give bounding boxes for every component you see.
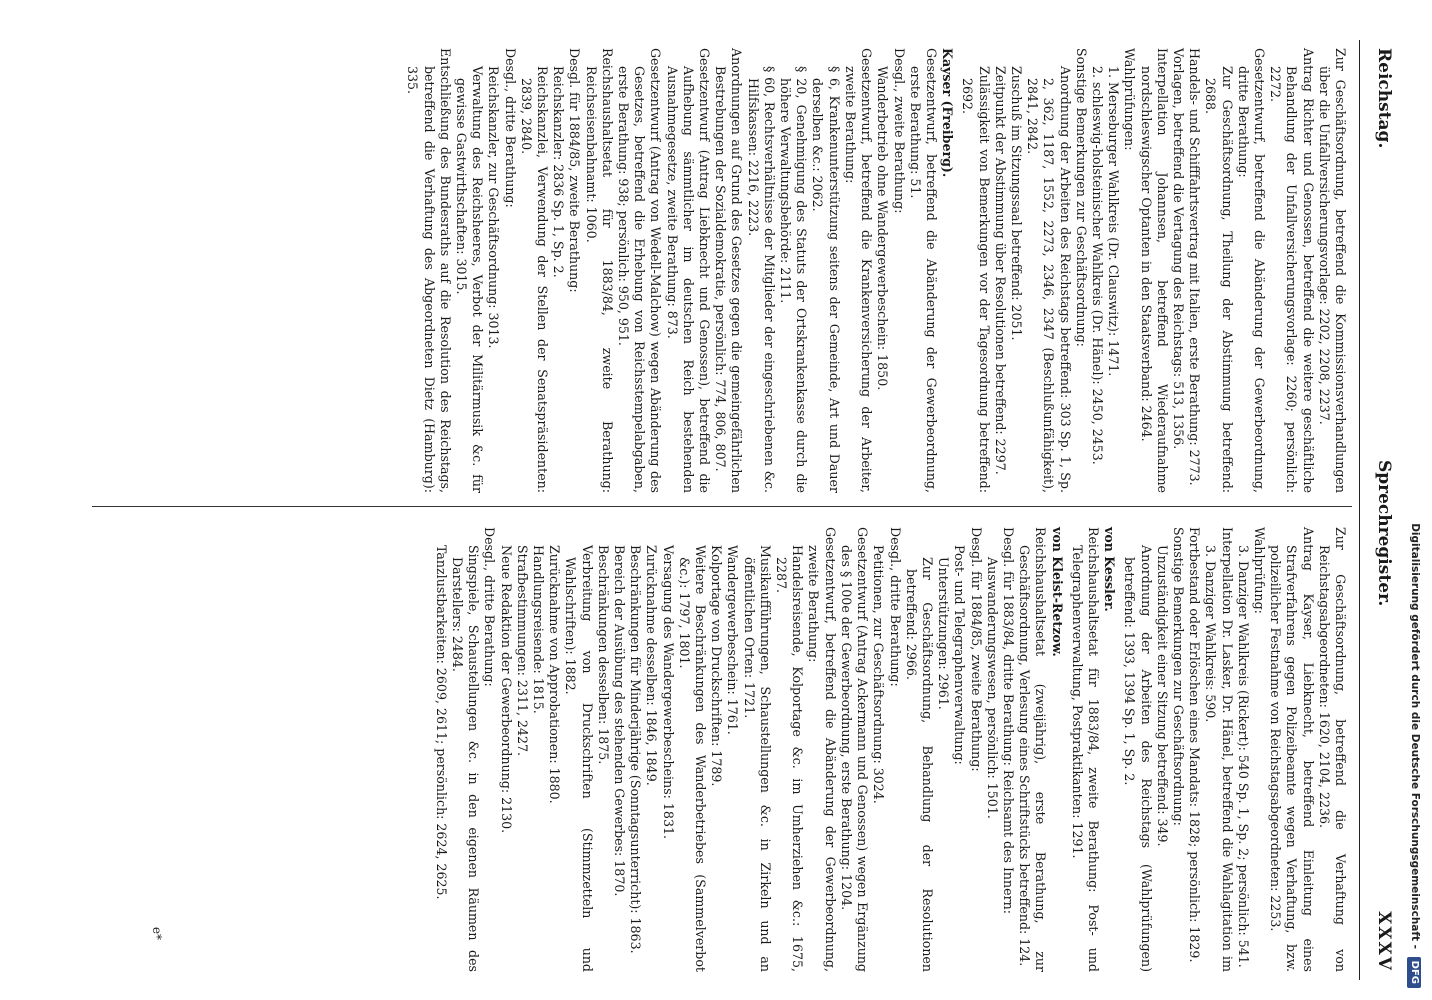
register-entry: Gesetzentwurf, betreffend die Abänderung der Gewerbeordnung, erste Berathung: 51. — [907, 48, 939, 493]
register-subentry: Beschränkungen desselben: 1875. — [595, 545, 611, 765]
register-entry: Sonstige Bemerkungen zur Geschäftsordnung: — [1170, 527, 1186, 826]
column-divider — [92, 506, 1352, 507]
speaker-name: von Kessler. — [1102, 527, 1118, 612]
register-entry: Wahlprüfungen: — [1122, 48, 1138, 151]
stamp-text: Digitalisierung gefördert durch die Deutsche Forschungsgemeinschaft - — [1409, 523, 1421, 949]
register-subentry: Anordnung der Arbeiten des Reichstags (Wahlprüfungen) betreffend: 1393, 1394 Sp. 1, Sp. 2. — [1122, 545, 1154, 972]
register-subentry: Neue Redaktion der Gewerbeordnung: 2130. — [498, 545, 514, 834]
register-subentry: Handlungsreisende: 1815. — [531, 545, 547, 714]
register-subentry: § 20, Genehmigung des Statuts der Ortskrankenkasse durch die höhere Verwaltungsbehörde: 2111. — [778, 66, 810, 493]
register-subentry: Petitionen, zur Geschäftsordnung: 3024. — [871, 545, 887, 804]
register-subentry: Handelsreisende, Kolportage &c. im Umherziehen &c.: 1675, 2287. — [774, 545, 806, 972]
register-subentry: Anordnung der Arbeiten des Reichstags betreffend: 303 Sp. 1, Sp. 2, 362, 1187, 1552, 2273, 2346, 2347 (Beschlußunfähigkeit), 2841, 2842. — [1025, 66, 1073, 493]
left-column — [404, 48, 1348, 493]
register-entry: Interpellation Johannsen, betreffend Wiederaufnahme nordschleswigscher Optanten in den Staatsverband: 2464. — [1138, 48, 1170, 493]
register-entry: Desgl., dritte Berathung: — [482, 527, 498, 687]
register-subentry: Weitere Beschränkungen des Wanderbetriebes (Sammelverbot &c.): 1797, 1801. — [676, 545, 709, 972]
register-subentry: Post- und Telegraphenverwaltung: — [952, 545, 968, 765]
register-subentry: Reichskanzler: 2836 Sp. 1, Sp. 2. — [551, 66, 567, 278]
register-subentry: § 60, Rechtsverhältnisse der Mitglieder der eingeschriebenen &c. Hilfskassen: 2216, 2223. — [745, 66, 777, 493]
register-entry: Gesetzentwurf (Antrag von Wedell-Malchow) wegen Abänderung des Gesetzes, betreffend die Erhebung von Reichsstempelabgaben, erste Berathung: 938; persönlich: 950, 951. — [616, 48, 664, 493]
register-subentry: Singspiele, Schaustellungen &c. in den eigenen Räumen des Darstellers: 2484. — [450, 545, 482, 972]
register-entry: Antrag Richter und Genossen, betreffend die weitere geschäftliche Behandlung der Unfallversicherungsvorlage: 2260; persönlich: 2272. — [1268, 48, 1316, 493]
register-subentry: Auswanderungswesen, persönlich: 1501. — [984, 557, 1000, 819]
register-subentry: Unterstützungen: 2961. — [936, 557, 952, 710]
register-subentry: Wandergewerbeschein: 1761. — [725, 545, 741, 735]
register-subentry: Zeitpunkt der Abstimmung über Resolutionen betreffend: 2297. — [992, 66, 1008, 475]
register-entry: Sonstige Bemerkungen zur Geschäftsordnung: — [1073, 48, 1089, 347]
register-subentry: Zur Geschäftsordnung, Behandlung der Resolutionen betreffend: 2966. — [903, 557, 935, 972]
register-subentry: Unzuständigkeit einer Sitzung betreffend: 349. — [1154, 545, 1170, 847]
signature-mark: e* — [150, 926, 164, 940]
register-entry: Reichshaushaltsetat (zweijährig), erste Berathung, zur Geschäftsordnung, Verlesung eines Schriftstücks betreffend: 124. — [1017, 527, 1049, 972]
register-subentry: Reichskanzlei, Verwendung der Stellen der Senatspräsidenten: 2839, 2840. — [518, 66, 551, 493]
register-subentry: 2. schleswig-holsteinischer Wahlkreis (Dr. Hänel): 2450, 2453. — [1089, 66, 1105, 465]
register-entry: Desgl. für 1883/84, dritte Berathung: Reichsamt des Innern: — [1000, 527, 1016, 914]
register-entry: Anordnungen auf Grund des Gesetzes gegen die gemeingefährlichen Bestrebungen der Sozialdemokratie, persönlich: 774, 806, 807. — [713, 48, 745, 493]
register-entry: Fortbestand oder Erlöschen eines Mandats: 1828; persönlich: 1829. — [1187, 527, 1203, 963]
register-subentry: Zurücknahme desselben: 1846, 1849. — [644, 545, 660, 786]
right-column — [433, 527, 1348, 972]
register-subentry: Verwaltung des Reichsheeres, Verbot der Militärmusik &c. für gewisse Gastwirthschaften: 3015. — [454, 66, 486, 493]
register-entry: Reichshaushaltsetat für 1883/84, zweite Berathung: Post- und Telegraphenverwaltung, Postpraktikanten: 1291. — [1069, 527, 1101, 972]
register-entry: Antrag Kayser, Liebknecht, betreffend Einleitung eines Strafverfahrens gegen Polizeibeamte wegen Verhaftung, bzw. polizeilicher Festnahme von Reichstagsabgeordneten: 2253. — [1268, 527, 1316, 972]
register-entry: Handels- und Schifffahrtsvertrag mit Italien, erste Berathung: 2773. — [1187, 48, 1203, 486]
register-entry: Zur Geschäftsordnung, betreffend die Verhaftung von Reichstagsabgeordneten: 1620, 2104, 2236. — [1316, 527, 1348, 972]
page-header — [1359, 40, 1400, 980]
register-subentry: 3. Danziger Wahlkreis (Rickert): 540 Sp. 1, Sp. 2; persönlich: 541. — [1235, 545, 1251, 968]
register-entry: Desgl., dritte Berathung: — [887, 527, 903, 687]
register-entry: Reichshaushaltsetat für 1883/84, zweite Berathung: Reichseisenbahnamt: 1060. — [583, 48, 615, 493]
register-subentry: 1. Merseburger Wahlkreis (Dr. Clauswitz): 1471. — [1106, 66, 1122, 377]
register-entry: Gesetzentwurf (Antrag Ackermann und Genossen) wegen Ergänzung des § 100e der Gewerbeordnung, erste Berathung: 1204. — [838, 527, 871, 972]
register-entry: Desgl., dritte Berathung: — [502, 48, 518, 208]
register-entry: Gesetzentwurf, betreffend die Krankenversicherung der Arbeiter, zweite Berathung: — [842, 48, 875, 493]
page-number: XXXV — [1374, 911, 1394, 972]
register-subentry: Zulässigkeit von Bemerkungen vor der Tagesordnung betreffend: 2692. — [960, 66, 992, 493]
register-entry: Desgl. für 1884/85, zweite Berathung: — [968, 527, 984, 772]
register-subentry: § 6, Krankenunterstützung seitens der Gemeinde, Art und Dauer derselben &c.: 2062. — [810, 66, 842, 493]
register-subentry: Bereich der Ausübung des stehenden Gewerbes: 1870. — [612, 545, 628, 897]
register-subentry: Beschränkungen für Minderjährige (Sonntagsunterricht): 1863. — [628, 545, 644, 954]
register-subentry: Wanderbetrieb ohne Wandergewerbeschein: 1850. — [875, 66, 891, 391]
register-entry: Entschließung des Bundesraths auf die Resolution des Reichstags, betreffend die Verhaftung des Abgeordneten Dietz (Hamburg): 335. — [405, 48, 453, 493]
register-subentry: Versagung des Wandergewerbescheins: 1831. — [660, 545, 676, 839]
register-subentry: Zuschuß im Sitzungssaal betreffend: 2051. — [1008, 66, 1024, 341]
register-page — [70, 40, 1400, 980]
register-subentry: Zurücknahme von Approbationen: 1880. — [547, 545, 563, 804]
register-subentry: Kolportage von Druckschriften: 1789. — [709, 545, 725, 787]
running-head-section: Reichstag. — [1374, 48, 1394, 149]
running-head-title: Sprechregister. — [1374, 460, 1394, 607]
speaker-name: Kayser (Freiberg). — [940, 48, 956, 178]
register-subentry: Tanzlustbarkeiten: 2609, 2611; persönlich: 2624, 2625. — [433, 545, 449, 900]
register-subentry: Musikaufführungen, Schaustellungen &c. in Zirkeln und an öffentlichen Orten: 1721. — [741, 545, 773, 972]
register-entry: Zur Geschäftsordnung, betreffend die Kommissionsverhandlungen über die Unfallversicherungsvorlage: 2202, 2208, 2237. — [1316, 48, 1348, 493]
speaker-name: von Kleist-Retzow. — [1049, 527, 1065, 657]
register-entry: Gesetzentwurf, betreffend die Abänderung der Gewerbeordnung, dritte Berathung: — [1235, 48, 1267, 493]
digitization-stamp — [1404, 8, 1426, 988]
register-entry: Interpellation Dr. Lasker, Dr. Hänel, betreffend die Wahlagitation im 3. Danziger Wahlkreis: 590. — [1203, 527, 1235, 972]
register-subentry: Reichskanzler, zur Geschäftsordnung: 3013. — [486, 66, 502, 349]
register-subentry: Strafbestimmungen: 2311, 2427. — [514, 545, 530, 757]
dfg-logo: DFG — [1407, 957, 1421, 988]
register-entry: Desgl. für 1884/85, zweite Berathung: — [567, 48, 583, 293]
register-subentry: Verbreitung von Druckschriften (Stimmzetteln und Wahlschriften): 1882. — [563, 545, 595, 972]
register-entry: Desgl., zweite Berathung: — [891, 48, 907, 214]
register-subentry: Zur Geschäftsordnung, Theilung der Abstimmung betreffend: 2688. — [1203, 66, 1235, 493]
register-entry: Gesetzentwurf (Antrag Liebknecht und Genossen), betreffend die Aufhebung sämmtlicher im deutschen Reich bestehenden Ausnahmegesetze, zweite Berathung: 873. — [664, 48, 713, 493]
register-entry: Gesetzentwurf, betreffend die Abänderung der Gewerbeordnung, zweite Berathung: — [806, 527, 838, 972]
register-entry: Wahlprüfung: — [1251, 527, 1267, 614]
register-entry: Vorlagen, betreffend die Vertagung des Reichstags: 513, 1356. — [1170, 48, 1186, 450]
